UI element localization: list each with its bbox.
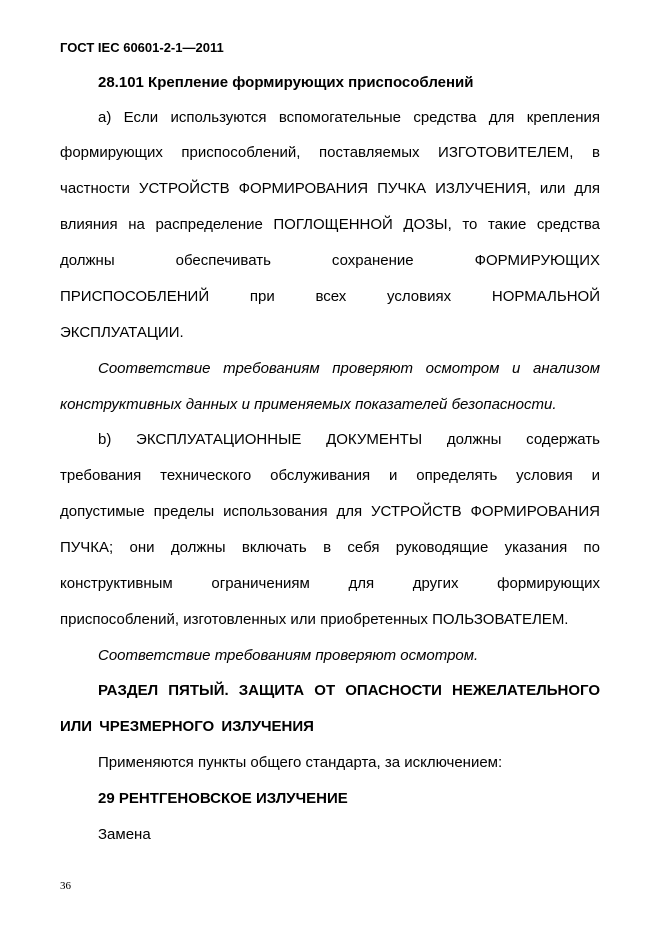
paragraph-a-line: ПРИСПОСОБЛЕНИЙ при всех условиях НОРМАЛЬНОЙ xyxy=(60,288,600,305)
document-header: ГОСТ IEC 60601-2-1—2011 xyxy=(60,40,224,55)
page-number: 36 xyxy=(60,880,71,892)
paragraph-a-line: должны обеспечивать сохранение ФОРМИРУЮЩИХ xyxy=(60,252,600,269)
paragraph-a-line: формирующих приспособлений, поставляемых ИЗГОТОВИТЕЛЕМ, в xyxy=(60,144,600,161)
paragraph-b-line: конструктивным ограничениям для других формирующих xyxy=(60,575,600,592)
paragraph-b-line: ПУЧКА; они должны включать в себя руководящие указания по xyxy=(60,539,600,556)
paragraph-b-line: требования технического обслуживания и определять условия и xyxy=(60,467,600,484)
paragraph-b-line: b) ЭКСПЛУАТАЦИОННЫЕ ДОКУМЕНТЫ должны содержать xyxy=(98,431,600,448)
section-5-title-line1: РАЗДЕЛ ПЯТЫЙ. ЗАЩИТА ОТ ОПАСНОСТИ НЕЖЕЛАТЕЛЬНОГО xyxy=(98,682,600,699)
paragraph-a-line: влияния на распределение ПОГЛОЩЕННОЙ ДОЗЫ, то такие средства xyxy=(60,216,600,233)
paragraph-b-line: допустимые пределы использования для УСТРОЙСТВ ФОРМИРОВАНИЯ xyxy=(60,503,600,520)
paragraph-b-line: приспособлений, изготовленных или приобретенных ПОЛЬЗОВАТЕЛЕМ. xyxy=(60,611,569,628)
section-5-intro: Применяются пункты общего стандарта, за исключением: xyxy=(98,754,503,771)
compliance-check-b: Соответствие требованиям проверяют осмотром. xyxy=(98,647,479,664)
replacement-label: Замена xyxy=(98,826,151,843)
compliance-check-a-line: Соответствие требованиям проверяют осмотром и анализом xyxy=(98,360,600,377)
section-29-title: 29 РЕНТГЕНОВСКОЕ ИЗЛУЧЕНИЕ xyxy=(98,790,348,807)
paragraph-a-line: ЭКСПЛУАТАЦИИ. xyxy=(60,324,184,341)
section-5-title-line2: ИЛИ ЧРЕЗМЕРНОГО ИЗЛУЧЕНИЯ xyxy=(60,718,314,735)
paragraph-a-line: а) Если используются вспомогательные средства для крепления xyxy=(98,109,600,126)
section-title-28-101: 28.101 Крепление формирующих приспособлений xyxy=(98,74,474,91)
compliance-check-a-line: конструктивных данных и применяемых показателей безопасности. xyxy=(60,396,557,413)
paragraph-a-line: частности УСТРОЙСТВ ФОРМИРОВАНИЯ ПУЧКА ИЗЛУЧЕНИЯ, или для xyxy=(60,180,600,197)
